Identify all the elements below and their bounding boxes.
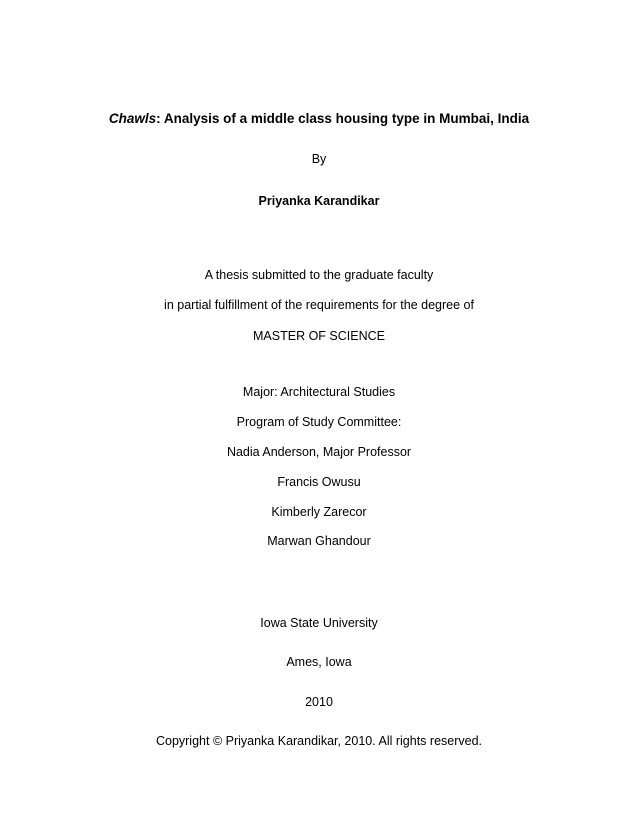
title-italic-word: Chawls [108, 111, 157, 126]
committee-member: Nadia Anderson, Major Professor [226, 445, 412, 459]
author-name: Priyanka Karandikar [258, 194, 380, 208]
committee-member: Marwan Ghandour [267, 534, 371, 548]
year: 2010 [305, 695, 333, 709]
copyright-notice: Copyright © Priyanka Karandikar, 2010. All rights reserved. [155, 734, 483, 748]
submission-line-2: in partial fulfillment of the requirements for the degree of [164, 298, 474, 312]
committee-member: Francis Owusu [277, 475, 361, 489]
location: Ames, Iowa [286, 655, 352, 669]
submission-line-1: A thesis submitted to the graduate faculty [204, 268, 434, 282]
thesis-title [0, 111, 638, 126]
committee-member: Kimberly Zarecor [271, 505, 367, 519]
committee-heading: Program of Study Committee: [236, 415, 402, 429]
by-label: By [311, 152, 327, 166]
major: Major: Architectural Studies [242, 385, 396, 399]
degree-name: MASTER OF SCIENCE [253, 329, 385, 343]
university: Iowa State University [260, 616, 378, 630]
title-rest: : Analysis of a middle class housing type in Mumbai, India [156, 111, 530, 126]
